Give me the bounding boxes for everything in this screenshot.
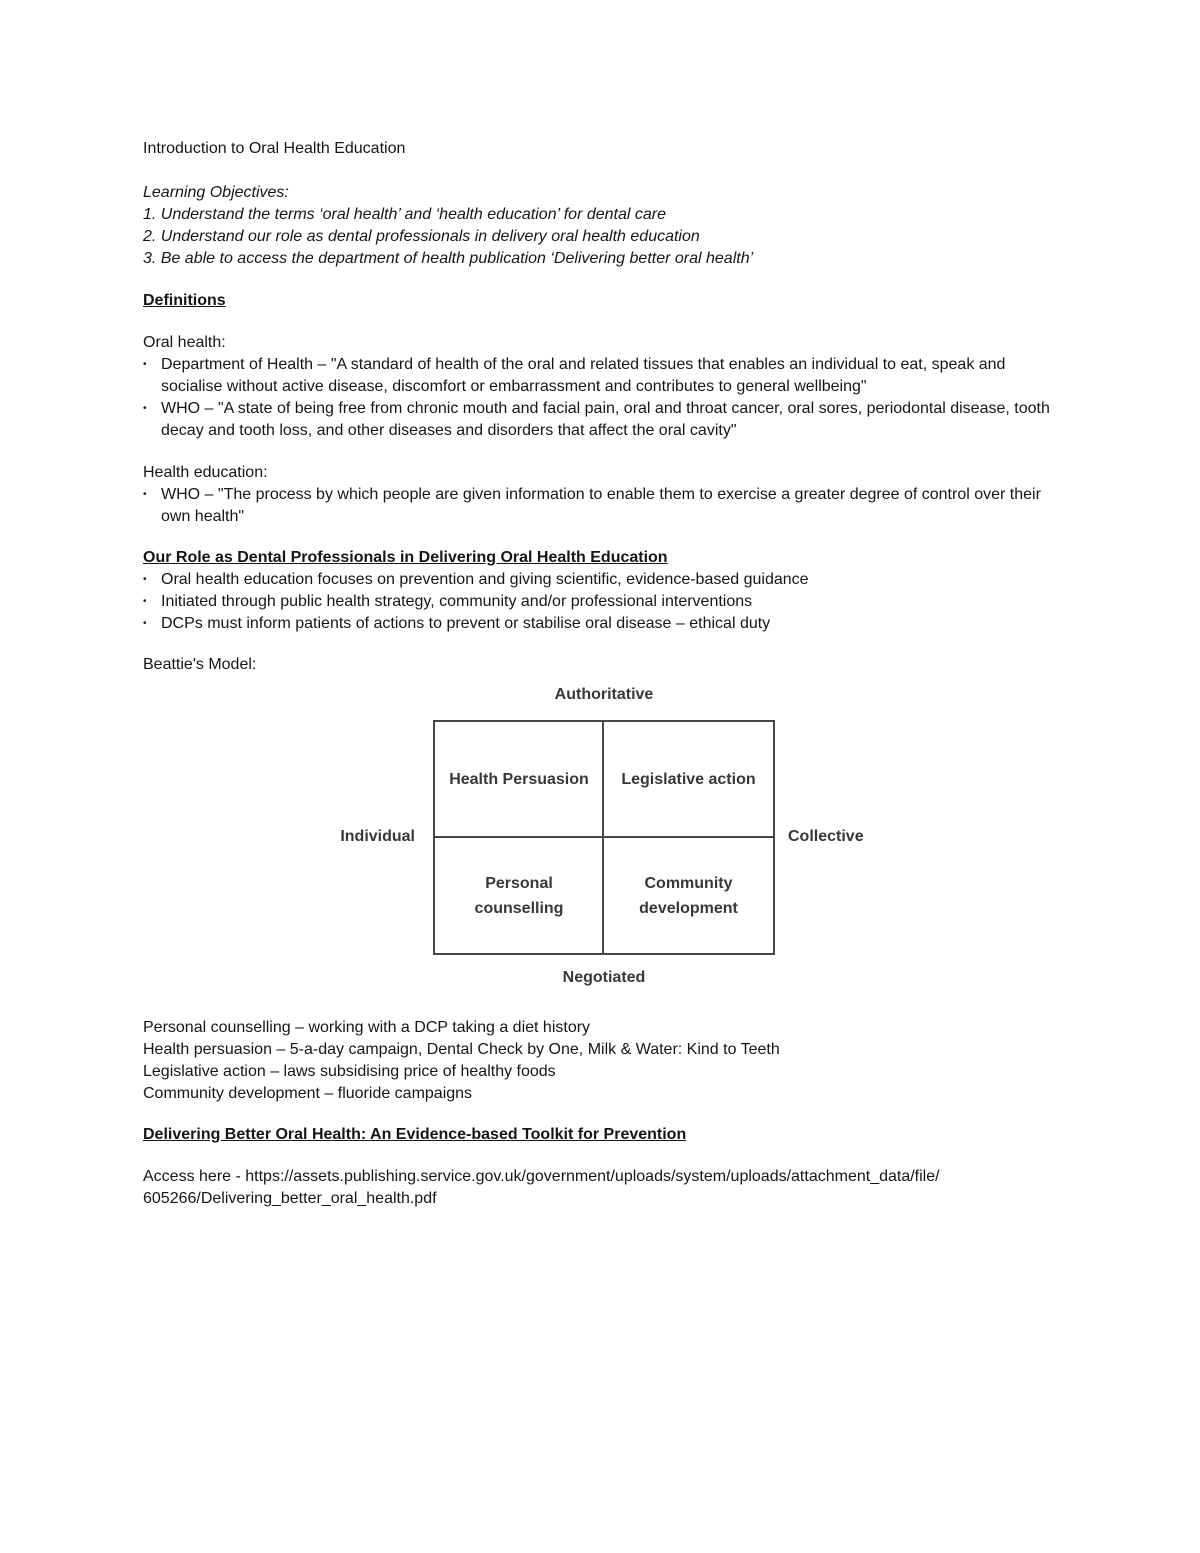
quadrant-community-development: [604, 838, 773, 953]
section-toolkit-heading: [143, 1124, 1051, 1146]
axis-label-negotiated: Negotiated: [562, 969, 646, 986]
health-education-label: Health education:: [143, 464, 268, 481]
quadrant-label: Community development: [639, 874, 738, 917]
objective-item: 3. Be able to access the department of health publication ‘Delivering better oral health’: [143, 250, 754, 267]
bullet-marker: •: [143, 403, 147, 414]
quadrant-label: Health Persuasion: [449, 770, 589, 788]
bullet-text: DCPs must inform patients of actions to prevent or stabilise oral disease – ethical duty: [161, 615, 771, 632]
bullet-row: [143, 398, 1051, 442]
example-line: Personal counselling – working with a DCP taking a diet history: [143, 1019, 591, 1036]
bullet-marker: •: [143, 489, 147, 500]
bullet-row: [143, 613, 1051, 635]
bullet-text: Initiated through public health strategy, community and/or professional interventions: [161, 593, 753, 610]
model-examples: [143, 1017, 1051, 1105]
example-line: Legislative action – laws subsidising price of healthy foods: [143, 1063, 556, 1080]
section-definitions-heading: [143, 290, 1051, 312]
quadrant-health-persuasion: [435, 722, 603, 836]
bullet-marker: •: [143, 359, 147, 370]
section-heading-role: Our Role as Dental Professionals in Delivering Oral Health Education: [143, 549, 668, 566]
axis-label-collective: Collective: [788, 828, 864, 845]
bullet-row: [143, 484, 1051, 528]
example-line: Community development – fluoride campaigns: [143, 1085, 473, 1102]
beatties-model-label: Beattie's Model:: [143, 656, 257, 673]
access-link-line: Access here - https://assets.publishing.service.gov.uk/government/uploads/system/uploads/attachment_data/file/: [143, 1168, 940, 1185]
quadrant-label: Personal counselling: [474, 874, 564, 917]
access-link-block: [143, 1166, 1051, 1210]
bullet-marker: •: [143, 574, 147, 585]
bullet-text: Department of Health – "A standard of health of the oral and related tissues that enables an individual to eat, speak and socialise without active disease, discomfort or embarrassment and contributes to general wellbeing": [161, 356, 1006, 395]
bullet-marker: •: [143, 596, 147, 607]
health-education-block: [143, 462, 1051, 528]
bullet-text: WHO – "The process by which people are given information to enable them to exercise a greater degree of control over their own health": [161, 486, 1041, 525]
learning-objectives-heading: Learning Objectives:: [143, 184, 289, 201]
role-block: [143, 547, 1051, 635]
oral-health-label: Oral health:: [143, 334, 226, 351]
example-line: Health persuasion – 5-a-day campaign, Dental Check by One, Milk & Water: Kind to Teeth: [143, 1041, 780, 1058]
bullet-text: WHO – "A state of being free from chronic mouth and facial pain, oral and throat cancer, oral sores, periodontal disease, tooth decay and tooth loss, and other diseases and disorders that affect the oral cavity": [161, 400, 1050, 439]
page-title: Introduction to Oral Health Education: [143, 140, 406, 157]
axis-label-authoritative: Authoritative: [554, 686, 654, 703]
axis-label-individual: Individual: [340, 828, 415, 845]
access-link-line: 605266/Delivering_better_oral_health.pdf: [143, 1190, 437, 1207]
section-heading: Delivering Better Oral Health: An Evidence-based Toolkit for Prevention: [143, 1126, 687, 1143]
bullet-row: [143, 591, 1051, 613]
bullet-row: [143, 569, 1051, 591]
bullet-row: [143, 354, 1051, 398]
quadrant-personal-counselling: [435, 838, 603, 953]
beattie-model-diagram: [143, 680, 1051, 1010]
bullet-text: Oral health education focuses on prevention and giving scientific, evidence-based guidance: [161, 571, 809, 588]
oral-health-block: [143, 332, 1051, 442]
bullet-marker: •: [143, 618, 147, 629]
learning-objectives: [143, 182, 1051, 270]
quadrant-label: Legislative action: [621, 770, 756, 788]
objective-item: 1. Understand the terms ‘oral health’ and ‘health education’ for dental care: [143, 206, 666, 223]
objective-item: 2. Understand our role as dental professionals in delivery oral health education: [143, 228, 700, 245]
section-heading: Definitions: [143, 292, 226, 309]
quadrant-legislative-action: [604, 722, 773, 836]
